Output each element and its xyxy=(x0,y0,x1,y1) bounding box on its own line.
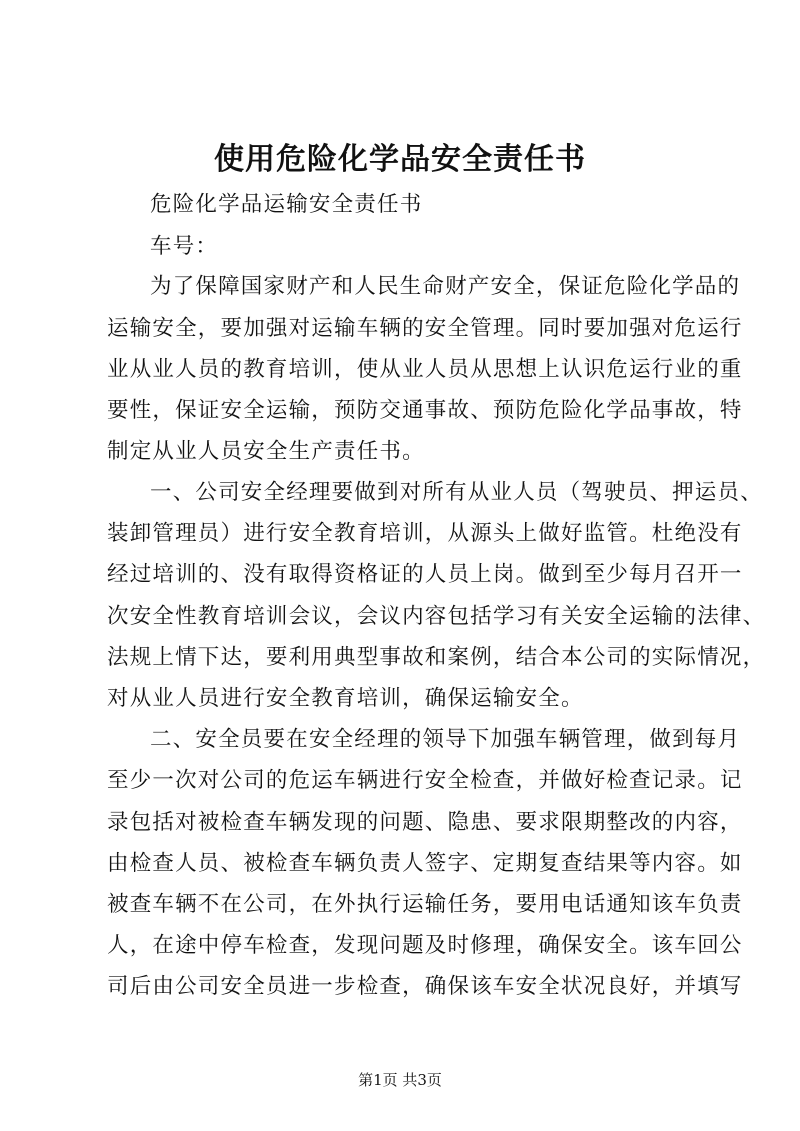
paragraph-1-line-3: 业从业人员的教育培训，使从业人员从思想上认识危运行业的重 xyxy=(107,357,743,382)
paragraph-3-line-1: 二、安全员要在安全经理的领导下加强车辆管理，做到每月 xyxy=(150,727,741,752)
paragraph-3-line-3: 录包括对被检查车辆发现的问题、隐患、要求限期整改的内容， xyxy=(107,810,743,835)
paragraph-2-line-2: 装卸管理员）进行安全教育培训，从源头上做好监管。杜绝没有 xyxy=(107,521,743,546)
paragraph-3-line-6: 人，在途中停车检查，发现问题及时修理，确保安全。该车回公 xyxy=(107,933,743,958)
paragraph-1-line-1: 为了保障国家财产和人民生命财产安全，保证危险化学品的 xyxy=(150,274,741,299)
paragraph-2-line-4: 次安全性教育培训会议，会议内容包括学习有关安全运输的法律、 xyxy=(107,604,766,629)
paragraph-1-line-2: 运输安全，要加强对运输车辆的安全管理。同时要加强对危运行 xyxy=(107,316,743,341)
paragraph-2-line-5: 法规上情下达，要利用典型事故和案例，结合本公司的实际情况， xyxy=(107,645,766,670)
paragraph-1-line-5: 制定从业人员安全生产责任书。 xyxy=(107,439,425,464)
document-title: 使用危险化学品安全责任书 xyxy=(214,142,586,177)
page-footer: 第1页 共3页 xyxy=(358,1071,442,1089)
paragraph-1-line-4: 要性，保证安全运输，预防交通事故、预防危险化学品事故，特 xyxy=(107,398,743,423)
subtitle: 危险化学品运输安全责任书 xyxy=(150,192,423,217)
vehicle-number-label: 车号： xyxy=(150,234,219,259)
paragraph-3-line-7: 司后由公司安全员进一步检查，确保该车安全状况良好，并填写 xyxy=(107,974,743,999)
paragraph-3-line-2: 至少一次对公司的危运车辆进行安全检查，并做好检查记录。记 xyxy=(107,768,743,793)
paragraph-3-line-5: 被查车辆不在公司，在外执行运输任务，要用电话通知该车负责 xyxy=(107,892,743,917)
paragraph-3-line-4: 由检查人员、被检查车辆负责人签字、定期复查结果等内容。如 xyxy=(107,851,743,876)
paragraph-2-line-6: 对从业人员进行安全教育培训，确保运输安全。 xyxy=(107,686,584,711)
paragraph-2-line-3: 经过培训的、没有取得资格证的人员上岗。做到至少每月召开一 xyxy=(107,562,743,587)
paragraph-2-line-1: 一、公司安全经理要做到对所有从业人员（驾驶员、押运员、 xyxy=(150,480,763,505)
